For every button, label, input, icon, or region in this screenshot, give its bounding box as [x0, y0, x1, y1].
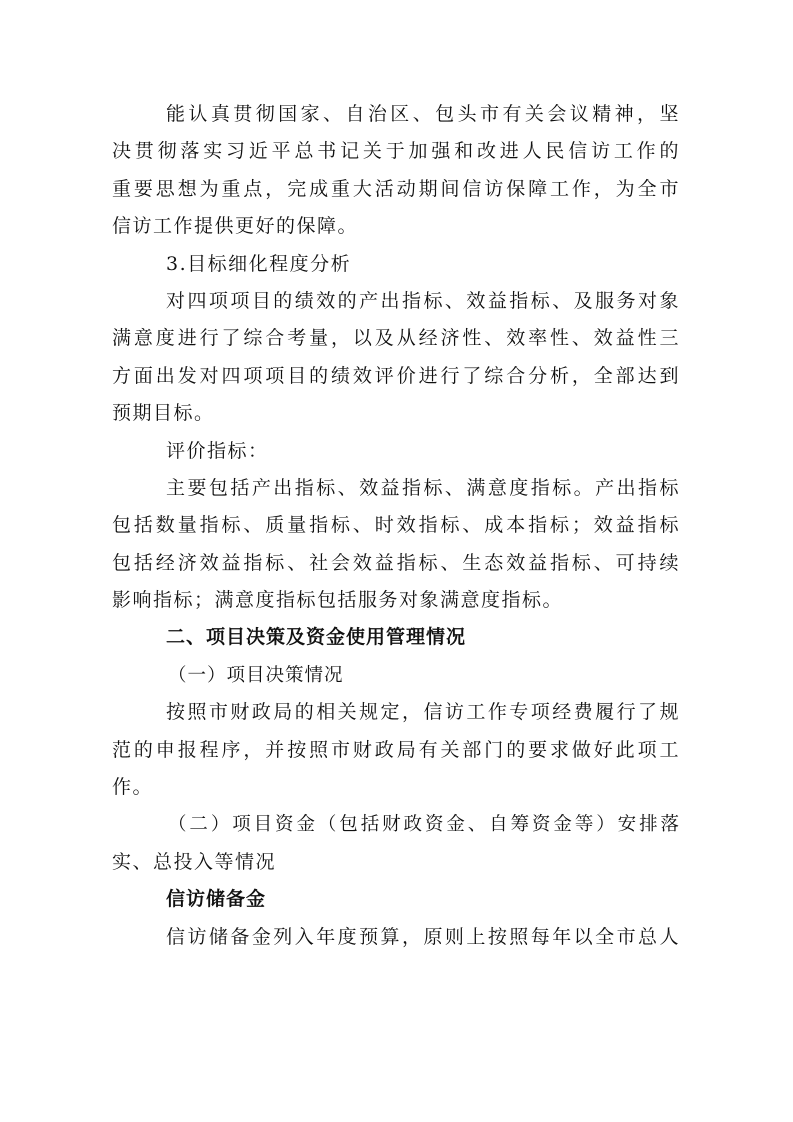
section-title: 二、项目决策及资金使用管理情况 [166, 626, 467, 649]
paragraph [112, 283, 680, 433]
text-line: 作。 [112, 776, 154, 799]
paragraph [112, 919, 680, 956]
text-line: 预期目标。 [112, 402, 215, 425]
text-line: 按照市财政局的相关规定，信访工作专项经费履行了规 [166, 701, 680, 724]
text-line: 包括经济效益指标、社会效益指标、生态效益指标、可持续 [112, 551, 680, 574]
text-line: 影响指标；满意度指标包括服务对象满意度指标。 [112, 589, 564, 612]
paragraph [112, 694, 680, 806]
document-page [112, 96, 680, 956]
text-line: （二）项目资金（包括财政资金、自筹资金等）安排落 [168, 814, 680, 836]
evaluation-label: 评价指标： [166, 439, 269, 462]
subsection-title: （一）项目决策情况 [168, 664, 344, 686]
text-line: 满意度进行了综合考量，以及从经济性、效率性、效益性三 [112, 327, 680, 350]
subsection-title [112, 806, 680, 881]
text-line: 实、总投入等情况 [112, 850, 277, 873]
text-line: 范的申报程序，并按照市财政局有关部门的要求做好此项工 [112, 738, 680, 761]
text-line: 信访储备金列入年度预算，原则上按照每年以全市总人 [166, 925, 680, 948]
text-line: 能认真贯彻国家、自治区、包头市有关会议精神，坚 [166, 103, 680, 125]
text-line: 方面出发对四项项目的绩效评价进行了综合分析，全部达到 [112, 364, 680, 387]
text-line: 决贯彻落实习近平总书记关于加强和改进人民信访工作的 [112, 140, 680, 163]
text-line: 对四项项目的绩效的产出指标、效益指标、及服务对象 [166, 289, 680, 312]
paragraph [112, 470, 680, 620]
text-line: 包括数量指标、质量指标、时效指标、成本指标；效益指标 [112, 514, 680, 537]
text-line: 信访工作提供更好的保障。 [112, 215, 359, 238]
text-line: 主要包括产出指标、效益指标、满意度指标。产出指标 [166, 476, 680, 499]
reserve-title: 信访储备金 [166, 888, 267, 911]
section-heading: 3.目标细化程度分析 [166, 252, 352, 275]
paragraph [112, 96, 680, 246]
text-line: 重要思想为重点，完成重大活动期间信访保障工作，为全市 [112, 177, 680, 200]
